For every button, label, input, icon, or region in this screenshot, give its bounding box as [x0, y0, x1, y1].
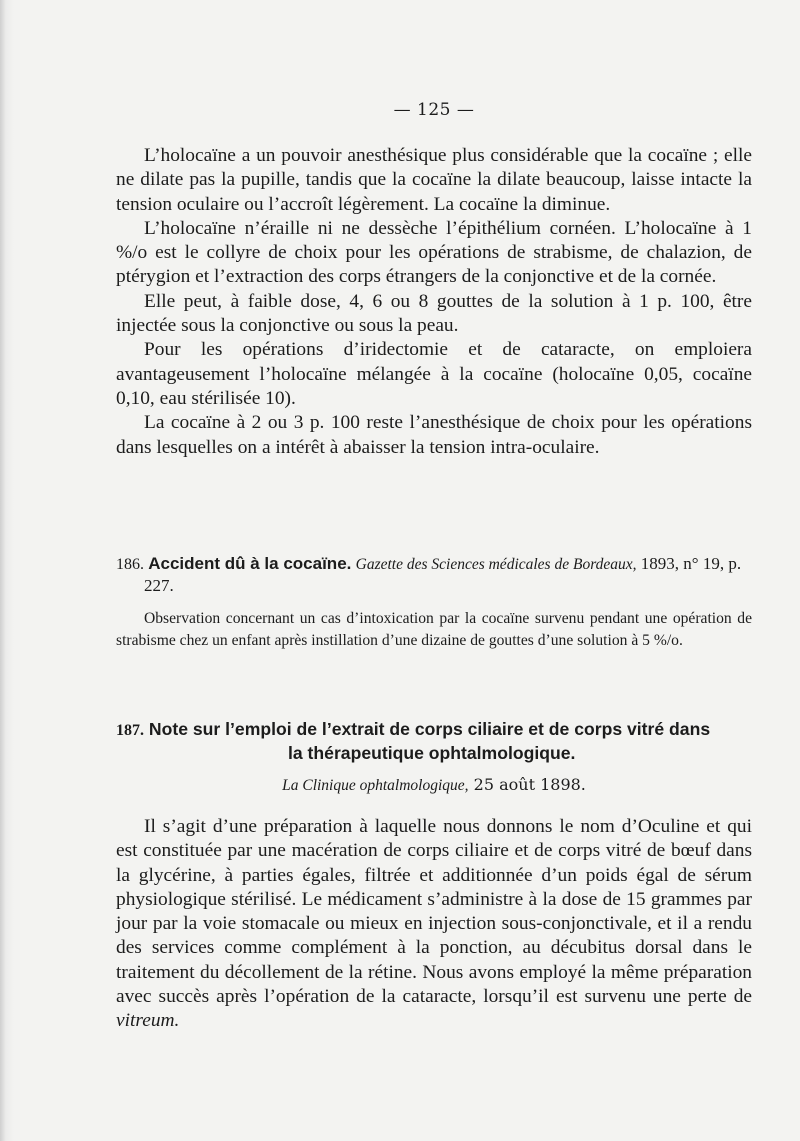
entry-187-number: 187.: [116, 722, 144, 739]
entry-187-citation: [116, 775, 752, 795]
entry-187-title-line2: la thérapeutique ophtalmologique.: [288, 743, 576, 763]
entry-186: [116, 553, 752, 651]
entry-187-date: 25 août 1898.: [473, 775, 586, 794]
entry-186-summary: Observation concernant un cas d’intoxication par la cocaïne survenu pendant une opération de strabisme chez un enfant après instillation d’une dizaine de gouttes d’une solution à 5 %/o.: [116, 610, 752, 649]
entry-186-title: Accident dû à la cocaïne.: [148, 554, 352, 573]
section-holocaine: [116, 144, 752, 460]
entry-187: [116, 718, 752, 1034]
entry-186-source: Gazette des Sciences médicales de Bordeaux,: [355, 556, 637, 573]
entry-186-ref: 1893, n° 19, p. 227.: [144, 554, 742, 595]
entry-187-body-end: vitreum.: [116, 1010, 180, 1032]
paragraph-3: Elle peut, à faible dose, 4, 6 ou 8 gouttes de la solution à 1 p. 100, être injectée sous la conjonctive ou sous la peau.: [116, 290, 752, 337]
paragraph-4: Pour les opérations d’iridectomie et de cataracte, on emploiera avantageusement l’holocaïne mélangée à la cocaïne (holocaïne 0,05, cocaïne 0,10, eau stérilisée 10).: [116, 339, 752, 409]
entry-187-body-text: Il s’agit d’une préparation à laquelle nous donnons le nom d’Oculine et qui est constituée par une macération de corps ciliaire et de corps vitré de bœuf dans la glycérine, à parties égales, filtrée et additionnée d’un poids égal de sérum physiologique stérilisé. Le médicament s’administre à la dose de 15 grammes par jour par la voie stomacale ou mieux en injection sous-conjonctivale, et il a rendu des services comme complément à la ponction, au décubitus dorsal dans le traitement du décollement de la rétine. Nous avons employé la même préparation avec succès après l’opération de la cataracte, lorsqu’il est survenu une perte de: [116, 816, 752, 1008]
paragraph-2: L’holocaïne n’éraille ni ne dessèche l’épithélium cornéen. L’holocaïne à 1 %/o est le collyre de choix pour les opérations de strabisme, de chalazion, de ptérygion et l’extraction des corps étrangers de la conjonctive et de la cornée.: [116, 217, 752, 288]
entry-187-body: [116, 815, 752, 1034]
entry-187-heading: [116, 718, 752, 742]
entry-187-title-line1: Note sur l’emploi de l’extrait de corps ciliaire et de corps vitré dans: [148, 719, 711, 739]
entry-187-source: La Clinique ophtalmologique,: [282, 777, 469, 794]
entry-186-heading: [116, 553, 752, 596]
entry-186-number: 186.: [116, 556, 144, 573]
paragraph-5: La cocaïne à 2 ou 3 p. 100 reste l’anesthésique de choix pour les opérations dans lesquelles on a intérêt à abaisser la tension intra-oculaire.: [116, 412, 752, 458]
page-number: — 125 —: [393, 100, 475, 120]
paragraph-1: L’holocaïne a un pouvoir anesthésique plus considérable que la cocaïne ; elle ne dilate pas la pupille, tandis que la cocaïne la dilate beaucoup, laisse intacte la tension oculaire ou l’accroît légèrement. La cocaïne la diminue.: [116, 145, 752, 215]
